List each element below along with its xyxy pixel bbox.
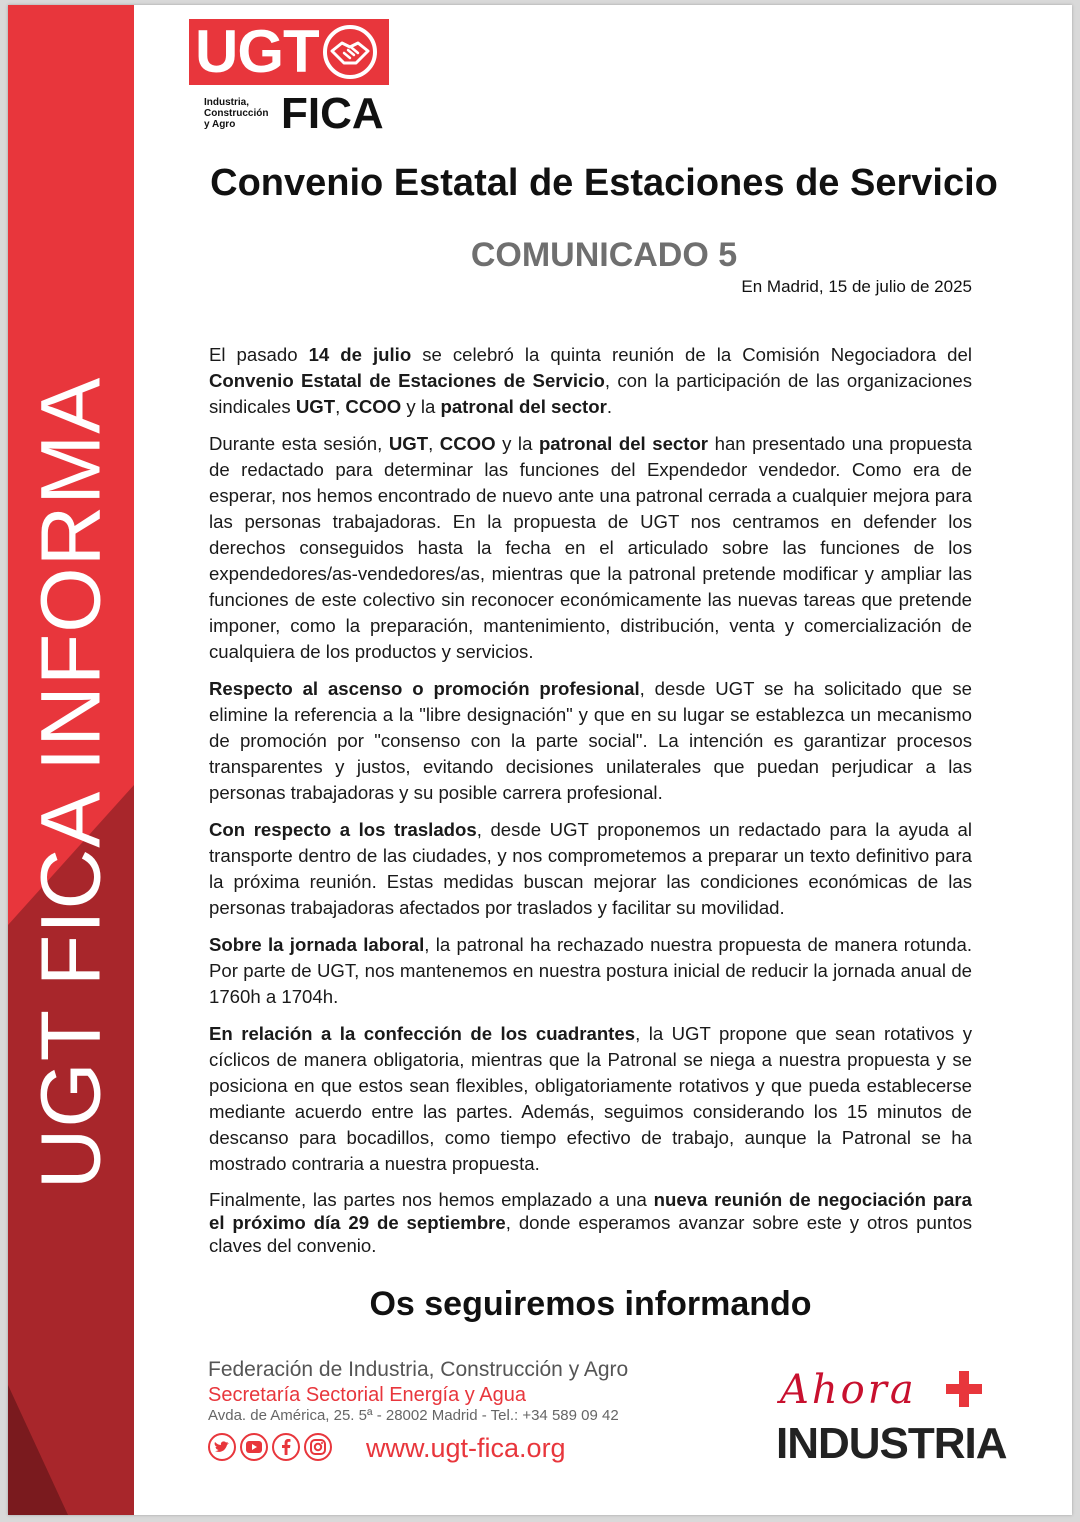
- sidebar-band: [8, 5, 134, 1515]
- bold-text: patronal del sector: [440, 396, 607, 417]
- logo-sub-line: y Agro: [204, 119, 236, 130]
- footer-secretaria: Secretaría Sectorial Energía y Agua: [208, 1384, 526, 1406]
- bold-text: patronal del sector: [538, 433, 709, 454]
- body-text: [209, 342, 972, 1268]
- text-run: , donde esperamos avanzar sobre este y otros puntos claves del convenio.: [209, 1212, 972, 1256]
- bold-text: Convenio Estatal de Estaciones de Servicio: [209, 370, 605, 391]
- plus-icon: [944, 1369, 984, 1409]
- bold-text: Con respecto a los traslados: [209, 819, 477, 840]
- bold-text: UGT: [295, 396, 336, 417]
- text-run: El pasado: [209, 344, 309, 365]
- website-link[interactable]: www.ugt-fica.org: [366, 1433, 566, 1463]
- closing-line: Os seguiremos informando: [369, 1285, 812, 1323]
- bold-text: CCOO: [345, 396, 402, 417]
- bold-text: CCOO: [439, 433, 496, 454]
- footer-address: Avda. de América, 25. 5ª - 28002 Madrid - Tel.: +34 589 09 42: [208, 1407, 619, 1424]
- text-run: Durante esta sesión,: [209, 433, 389, 454]
- ugt-logo: [189, 19, 389, 85]
- comunicado-heading: COMUNICADO 5: [470, 236, 738, 274]
- text-run: , con la participación de las organizaciones sindicales: [209, 370, 972, 417]
- industria-wordmark: INDUSTRIA: [776, 1419, 1007, 1468]
- bold-text: Respecto al ascenso o promoción profesional: [209, 678, 640, 699]
- footer-org: Federación de Industria, Construcción y Agro: [208, 1358, 629, 1381]
- instagram-icon[interactable]: [304, 1433, 332, 1461]
- facebook-icon[interactable]: [272, 1433, 300, 1461]
- text-run: ,: [428, 433, 440, 454]
- text-run: , la UGT propone que sean rotativos y cíclicos de manera obligatoria, mientras que la Patronal se niega a nuestra propuesta y se posiciona en que estos sean flexibles, obligatoriamente rotativos y que pueda establecerse mediante acuerdo entre las partes. Además, seguimos considerando los 15 minutos de descanso para bocadillos, como tiempo efectivo de trabajo, aunque la Patronal se ha mostrado contraria a nuestra propuesta.: [209, 1023, 972, 1174]
- paragraph: [209, 431, 972, 665]
- bold-text: Sobre la jornada laboral: [209, 934, 425, 955]
- paragraph: [209, 932, 972, 1010]
- text-run: , desde UGT proponemos un redactado para la ayuda al transporte dentro de las ciudades, y nos comprometemos a preparar un texto definitivo para la próxima reunión. Estas medidas buscan mejorar las condiciones económicas de las personas trabajadoras afectados por traslados y facilitar su movilidad.: [209, 819, 972, 918]
- bold-text: 14 de julio: [308, 344, 412, 365]
- fica-logo-text: FICA: [281, 89, 384, 138]
- youtube-icon[interactable]: [240, 1433, 268, 1461]
- paragraph: [209, 342, 972, 420]
- text-run: han presentado una propuesta de redactado para determinar las funciones del Expendedor vendedor. Como era de esperar, nos hemos encontrado de nuevo ante una patronal cerrada a cualquier mejora para las personas trabajadoras. En la propuesta de UGT nos centramos en defender los derechos conseguidos hasta la fecha en el articulado sobre las funciones de los expendedores/as-vendedores/as, mientras que la patronal pretende modificar y ampliar las funciones de este colectivo sin reconocer económicamente las nuevas tareas que pretende imponer, como la preparación, mantenimiento, distribución, venta y comercialización de cualquiera de los productos y servicios.: [209, 433, 972, 662]
- logo-sub-line: Industria,: [204, 97, 250, 108]
- text-run: , desde UGT se ha solicitado que se elimine la referencia a la "libre designación" y que en su lugar se establezca un mecanismo de promoción por "consenso con la parte social". La intención es garantizar procesos transparentes y justos, evitando decisiones unilaterales que puedan perjudicar a las personas trabajadoras y su posible carrera profesional.: [209, 678, 972, 803]
- text-run: se celebró la quinta reunión de la Comisión Negociadora del: [411, 344, 972, 365]
- text-run: ,: [335, 396, 346, 417]
- text-run: Finalmente, las partes nos hemos emplazado a una: [209, 1189, 654, 1210]
- sidebar-label: UGT FICA INFORMA: [23, 376, 118, 1190]
- paragraph: [209, 817, 972, 921]
- social-links: [208, 1433, 332, 1461]
- document-page: [8, 5, 1072, 1515]
- handshake-icon: [323, 25, 377, 79]
- paragraph: [209, 676, 972, 806]
- page-title: Convenio Estatal de Estaciones de Servicio: [210, 162, 998, 204]
- text-run: y la: [401, 396, 441, 417]
- text-run: .: [606, 396, 613, 417]
- bold-text: nueva reunión de negociación para el próximo día 29 de septiembre: [209, 1189, 972, 1233]
- logo-subtitle: [204, 97, 268, 130]
- text-run: y la: [495, 433, 539, 454]
- ahora-industria-logo: [774, 1367, 1007, 1468]
- text-run: , la patronal ha rechazado nuestra propuesta de manera rotunda. Por parte de UGT, nos mantenemos en nuestra postura inicial de reducir la jornada anual de 1760h a 1704h.: [209, 934, 973, 1007]
- bold-text: En relación a la confección de los cuadrantes: [209, 1023, 636, 1044]
- paragraph: [209, 1021, 972, 1177]
- twitter-icon[interactable]: [208, 1433, 236, 1461]
- logo-sub-line: Construcción: [204, 108, 269, 119]
- paragraph: [209, 1188, 972, 1257]
- ugt-logo-text: UGT: [195, 18, 319, 85]
- place-date: En Madrid, 15 de julio de 2025: [741, 277, 972, 296]
- ahora-script: Ahora: [780, 1367, 917, 1413]
- bold-text: UGT: [388, 433, 429, 454]
